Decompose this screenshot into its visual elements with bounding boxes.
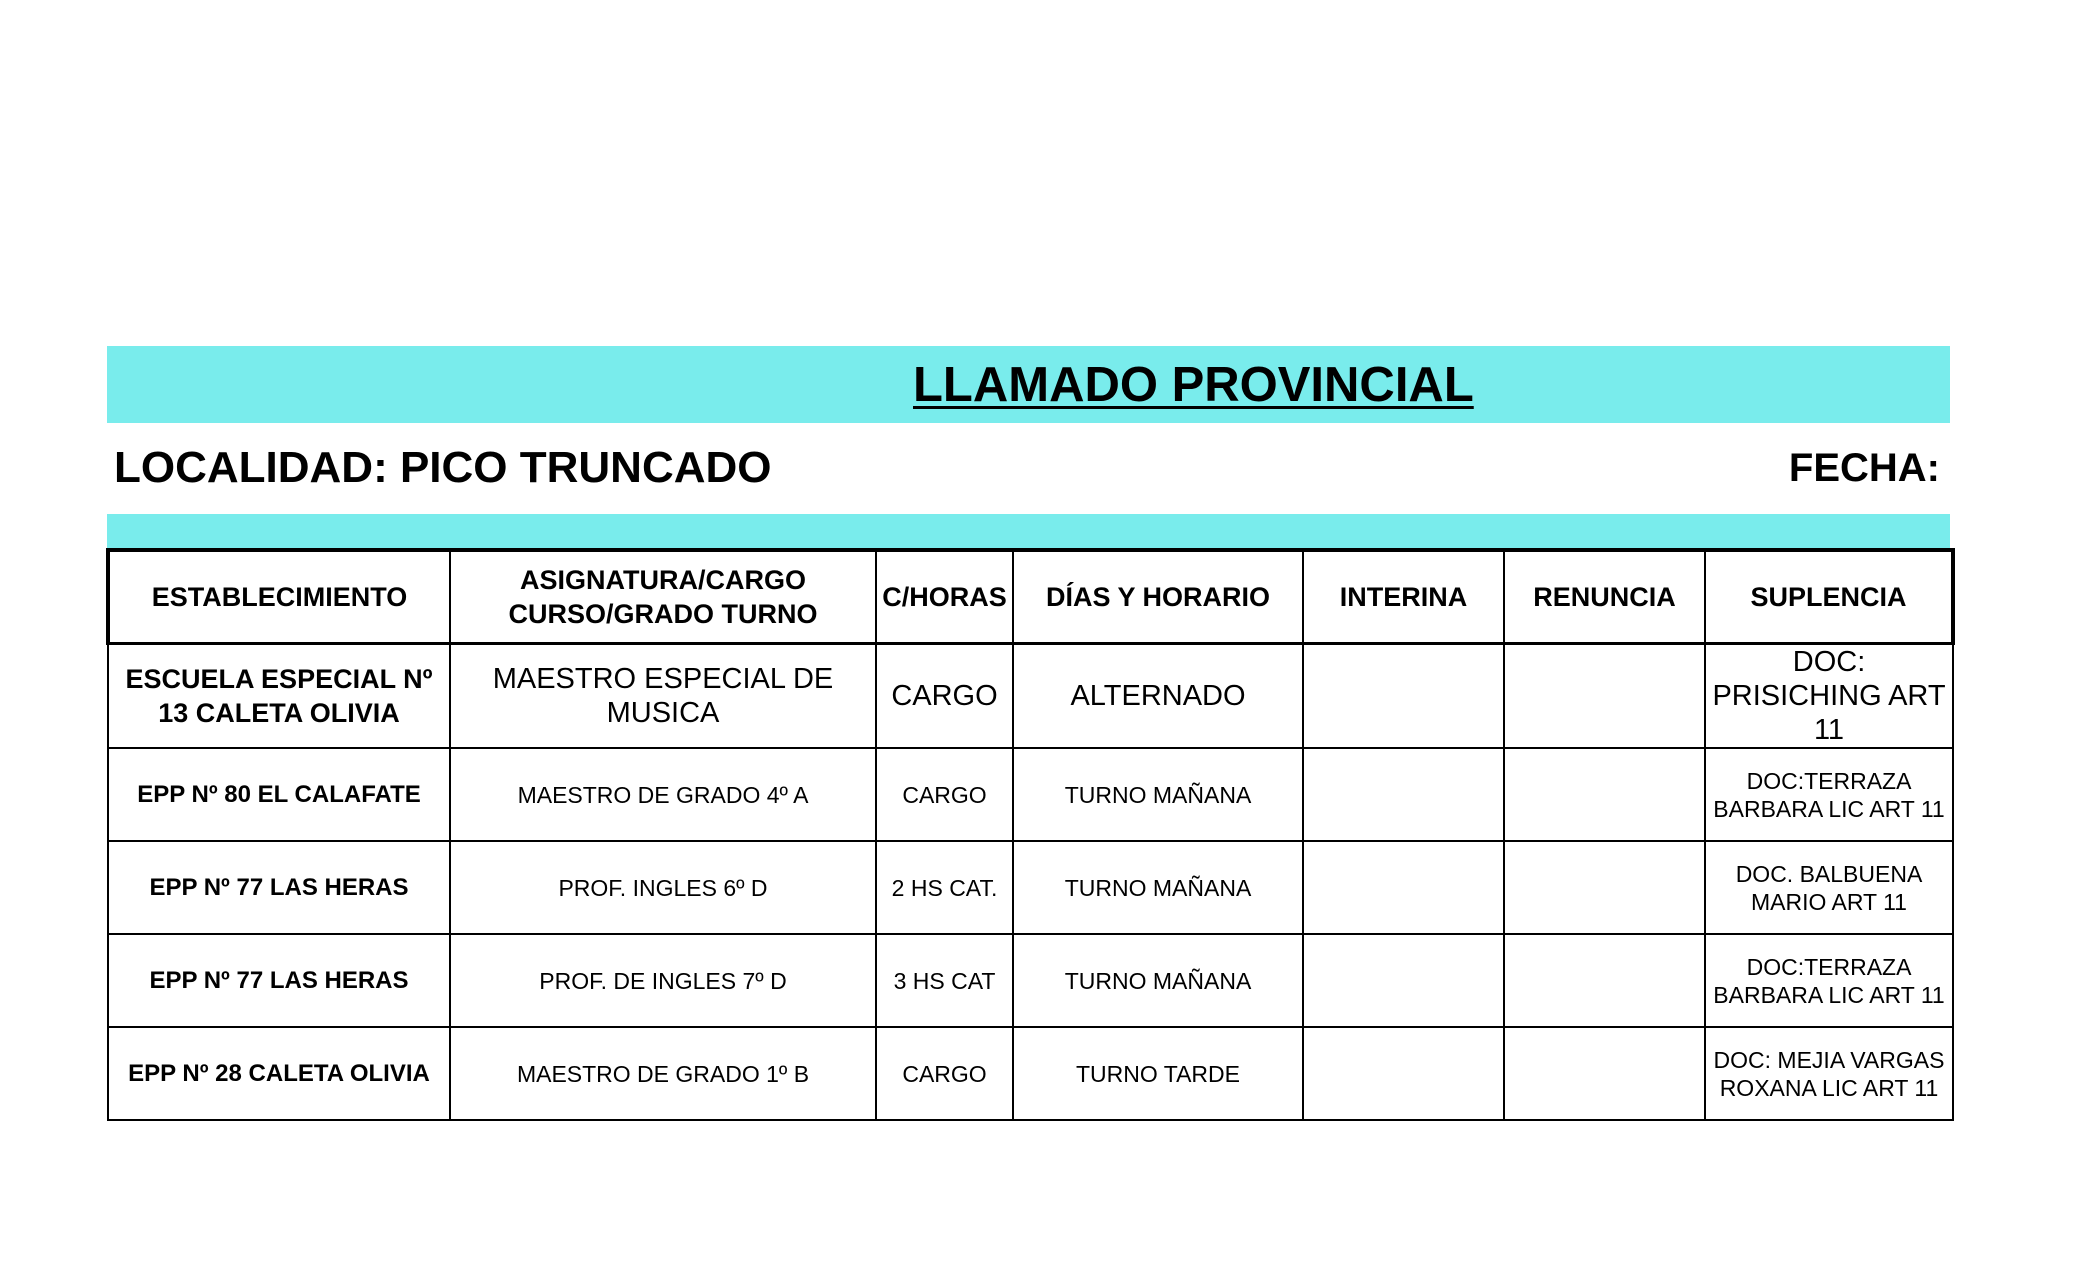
- cell-horas: CARGO: [876, 1027, 1013, 1120]
- cell-renuncia: [1504, 748, 1705, 841]
- cell-establecimiento: EPP Nº 77 LAS HERAS: [108, 841, 450, 934]
- cell-horas: CARGO: [876, 644, 1013, 749]
- col-header-horario: DÍAS Y HORARIO: [1013, 550, 1303, 644]
- cell-interina: [1303, 748, 1504, 841]
- cell-interina: [1303, 841, 1504, 934]
- cell-interina: [1303, 1027, 1504, 1120]
- cell-horario: TURNO TARDE: [1013, 1027, 1303, 1120]
- col-header-horas: C/HORAS: [876, 550, 1013, 644]
- cell-interina: [1303, 934, 1504, 1027]
- table-row: [108, 644, 1953, 749]
- cell-suplencia: DOC. BALBUENA MARIO ART 11: [1705, 841, 1953, 934]
- cell-horario: TURNO MAÑANA: [1013, 748, 1303, 841]
- col-header-establecimiento: ESTABLECIMIENTO: [108, 550, 450, 644]
- table-row: [108, 841, 1953, 934]
- cell-suplencia: DOC:TERRAZA BARBARA LIC ART 11: [1705, 934, 1953, 1027]
- cell-horas: CARGO: [876, 748, 1013, 841]
- col-header-renuncia: RENUNCIA: [1504, 550, 1705, 644]
- cell-horario: TURNO MAÑANA: [1013, 841, 1303, 934]
- table-row: [108, 748, 1953, 841]
- cell-renuncia: [1504, 841, 1705, 934]
- cell-renuncia: [1504, 934, 1705, 1027]
- col-header-asignatura: ASIGNATURA/CARGO CURSO/GRADO TURNO: [450, 550, 876, 644]
- cell-establecimiento: EPP Nº 80 EL CALAFATE: [108, 748, 450, 841]
- cell-horario: ALTERNADO: [1013, 644, 1303, 749]
- cell-establecimiento: EPP Nº 77 LAS HERAS: [108, 934, 450, 1027]
- cell-establecimiento: EPP Nº 28 CALETA OLIVIA: [108, 1027, 450, 1120]
- cell-horas: 3 HS CAT: [876, 934, 1013, 1027]
- header-band: [107, 514, 1950, 549]
- cell-suplencia: DOC: PRISICHING ART 11: [1705, 644, 1953, 749]
- cell-horario: TURNO MAÑANA: [1013, 934, 1303, 1027]
- col-header-interina: INTERINA: [1303, 550, 1504, 644]
- table-row: [108, 1027, 1953, 1120]
- cell-interina: [1303, 644, 1504, 749]
- cell-suplencia: DOC:TERRAZA BARBARA LIC ART 11: [1705, 748, 1953, 841]
- cell-asignatura: PROF. INGLES 6º D: [450, 841, 876, 934]
- cell-suplencia: DOC: MEJIA VARGAS ROXANA LIC ART 11: [1705, 1027, 1953, 1120]
- table-header-row: [108, 550, 1953, 644]
- cell-horas: 2 HS CAT.: [876, 841, 1013, 934]
- cell-asignatura: MAESTRO DE GRADO 4º A: [450, 748, 876, 841]
- cell-renuncia: [1504, 644, 1705, 749]
- localidad-label: LOCALIDAD: PICO TRUNCADO: [114, 443, 772, 492]
- cell-renuncia: [1504, 1027, 1705, 1120]
- fecha-label: FECHA:: [1788, 446, 1940, 490]
- page-title: LLAMADO PROVINCIAL: [913, 358, 1474, 412]
- cell-asignatura: MAESTRO ESPECIAL DE MUSICA: [450, 644, 876, 749]
- table-row: [108, 934, 1953, 1027]
- cell-asignatura: MAESTRO DE GRADO 1º B: [450, 1027, 876, 1120]
- col-header-suplencia: SUPLENCIA: [1705, 550, 1953, 644]
- cell-asignatura: PROF. DE INGLES 7º D: [450, 934, 876, 1027]
- cell-establecimiento: ESCUELA ESPECIAL Nº 13 CALETA OLIVIA: [108, 644, 450, 749]
- llamado-table: [106, 548, 1955, 1121]
